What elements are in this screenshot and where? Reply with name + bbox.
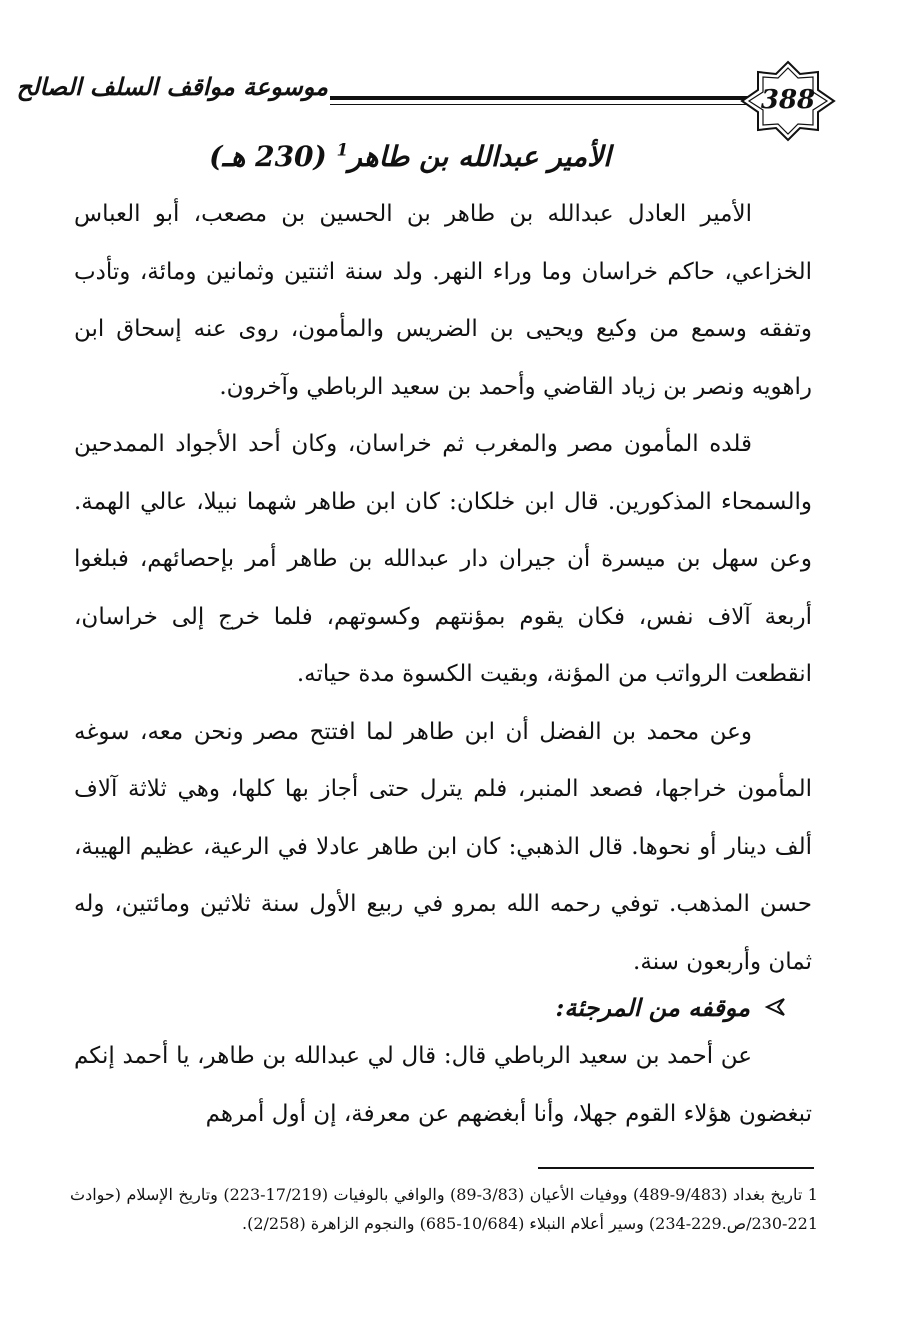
header-rule-thin [330, 104, 785, 105]
page-header [16, 60, 838, 142]
paragraph: وعن محمد بن الفضل أن ابن طاهر لما افتتح مصر ونحن معه، سوغه المأمون خراجها، فصعد المنبر، فلم يترل حتى أجاز بها كلها، وهي ثلاثة آلاف ألف دينار أو نحوها. قال الذهبي: كان ابن طاهر عادلا في الرعية، عظيم الهيبة، حسن المذهب. توفي رحمه الله بمرو في ربيع الأول سنة ثلاثين ومائتين، وله ثمان وأربعون سنة. [74, 718, 812, 975]
biography-name: الأمير عبدالله بن طاهر [348, 140, 611, 173]
footnote-marker: 1 [336, 140, 349, 161]
arrowhead-left-icon [764, 996, 786, 1018]
biography-year: (230 هـ) [209, 140, 327, 173]
paragraph: الأمير العادل عبدالله بن طاهر بن الحسين بن مصعب، أبو العباس الخزاعي، حاكم خراسان وما وراء النهر. ولد سنة اثنتين وثمانين ومائة، وتأدب وتفقه وسمع من وكيع ويحيى بن الضريس والمأمون، روى عنه إسحاق ابن راهويه ونصر بن زياد القاضي وأحمد بن سعيد الرباطي وآخرون. [74, 201, 812, 400]
footnote-separator [538, 1167, 814, 1169]
paragraph: عن أحمد بن سعيد الرباطي قال: قال لي عبدالله بن طاهر، يا أحمد إنكم تبغضون هؤلاء القوم جهلا، وأنا أبغضهم عن معرفة، إن أول أمرهم [74, 1043, 812, 1127]
footnote-text: 1 تاريخ بغداد (9/483-489) ووفيات الأعيان (3/83-89) والوافي بالوفيات (17/219-223) وتاريخ الإسلام (حوادث 221-230/ص.229-234) وسير أعلام النبلاء (10/684-685) والنجوم الزاهرة (2/258). [70, 1185, 818, 1233]
section-body [74, 1028, 812, 1143]
page-number-badge [738, 60, 838, 142]
footnote [70, 1180, 818, 1238]
section-heading [500, 986, 786, 1030]
page-number: 388 [760, 85, 816, 115]
biography-body [74, 186, 812, 991]
biography-title [200, 140, 620, 173]
book-title: موسوعة مواقف السلف الصالح [16, 72, 328, 101]
section-heading-text: موقفه من المرجئة: [555, 993, 750, 1022]
paragraph: قلده المأمون مصر والمغرب ثم خراسان، وكان أحد الأجواد الممدحين والسمحاء المذكورين. قال ابن خلكان: كان ابن طاهر شهما نبيلا، عالي الهمة. وعن سهل بن ميسرة أن جيران دار عبدالله بن طاهر أمر بإحصائهم، فبلغوا أربعة آلاف نفس، فكان يقوم بمؤنتهم وكسوتهم، فلما خرج إلى خراسان، انقطعت الرواتب من المؤنة، وبقيت الكسوة مدة حياته. [74, 431, 812, 687]
header-rule-thick [330, 96, 785, 100]
